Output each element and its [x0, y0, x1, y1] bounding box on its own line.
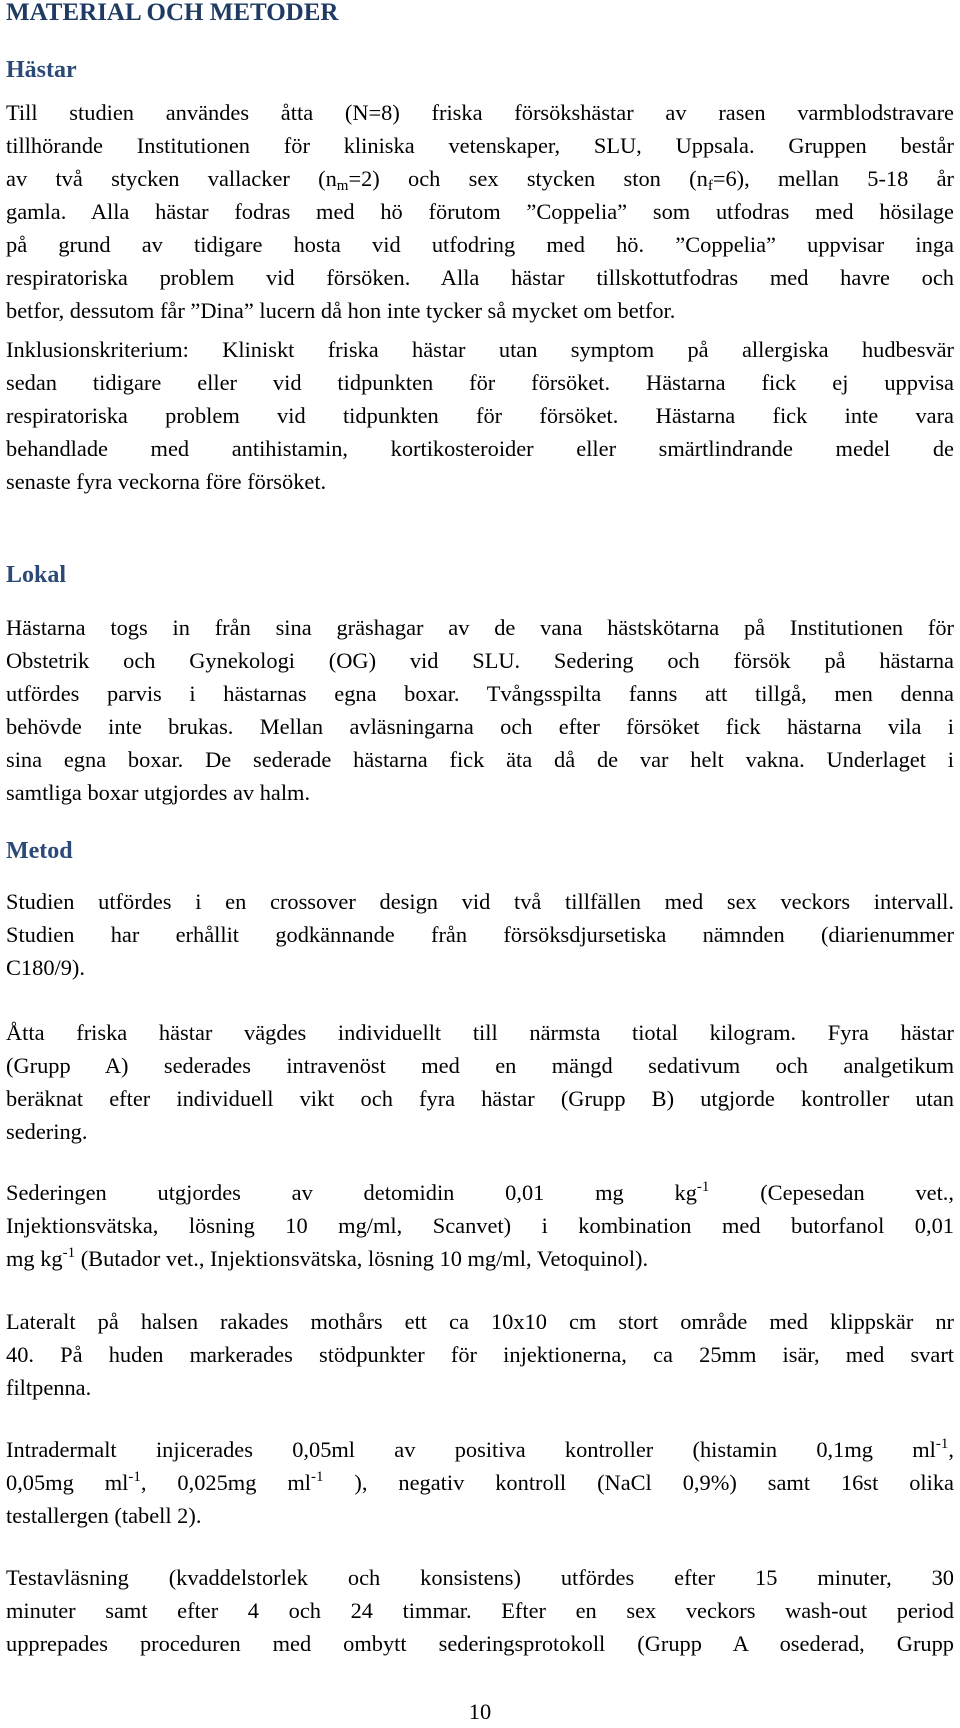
text-line: gamla. Alla hästar fodras med hö förutom ”Coppelia” som utfodras med hösilage: [6, 199, 954, 224]
text-line: upprepades proceduren med ombytt sederingsprotokoll (Grupp A osederad, Grupp: [6, 1631, 954, 1656]
paragraph-metod-1: [6, 885, 954, 984]
text-line: Åtta friska hästar vägdes individuellt till närmsta tiotal kilogram. Fyra hästar: [6, 1020, 954, 1045]
section-heading-lokal: Lokal: [6, 562, 67, 588]
text-line: Sederingen utgjordes av detomidin 0,01 mg $kg^{-1}$ (Cepesedan vet.,: [6, 1179, 954, 1205]
text-line: respiratoriska problem vid tidpunkten för försöket. Hästarna fick inte vara: [6, 403, 954, 428]
text-line: Till studien användes åtta (N=8) friska försökshästar av rasen varmblodstravare: [6, 100, 954, 125]
text-line: Intradermalt injicerades 0,05ml av positiva kontroller (histamin 0,1mg $ml^{-1}$,: [6, 1436, 954, 1462]
paragraph-metod-6: [6, 1561, 954, 1660]
page-title: MATERIAL OCH METODER: [6, 0, 339, 26]
text-line: senaste fyra veckorna före försöket.: [6, 469, 327, 494]
text-line: beräknat efter individuell vikt och fyra hästar (Grupp B) utgjorde kontroller utan: [6, 1086, 954, 1111]
text-line: Inklusionskriterium: Kliniskt friska hästar utan symptom på allergiska hudbesvär: [6, 337, 954, 362]
text-line: 0,05mg $ml^{-1}$, 0,025mg $ml^{-1}$ ), negativ kontroll (NaCl 0,9%) samt 16st olika: [6, 1469, 955, 1495]
text-line: sedan tidigare eller vid tidpunkten för försöket. Hästarna fick ej uppvisa: [6, 370, 954, 395]
text-line: Lateralt på halsen rakades mothårs ett ca 10x10 cm stort område med klippskär nr: [6, 1309, 954, 1334]
paragraph-hastar-2: [6, 333, 954, 498]
page-number: 10: [468, 1699, 492, 1724]
paragraph-metod-5: [6, 1433, 954, 1532]
paragraph-metod-2: [6, 1016, 954, 1148]
text-line: testallergen (tabell 2).: [6, 1503, 202, 1528]
text-line: samtliga boxar utgjordes av halm.: [6, 780, 311, 805]
text-line: sedering.: [6, 1119, 88, 1144]
paragraph-lokal: [6, 611, 954, 809]
text-line: sina egna boxar. De sederade hästarna fick äta då de var helt vakna. Underlaget i: [6, 747, 954, 772]
section-heading-metod: Metod: [6, 838, 73, 864]
text-line: på grund av tidigare hosta vid utfodring med hö. ”Coppelia” uppvisar inga: [6, 232, 954, 257]
text-line: behandlade med antihistamin, kortikosteroider eller smärtlindrande medel de: [6, 436, 954, 461]
text-line: Obstetrik och Gynekologi (OG) vid SLU. Sedering och försök på hästarna: [6, 648, 954, 673]
section-heading-hastar: Hästar: [6, 57, 77, 83]
paragraph-metod-4: [6, 1305, 954, 1404]
text-line: betfor, dessutom får ”Dina” lucern då hon inte tycker så mycket om betfor.: [6, 298, 676, 323]
text-line: mg $kg^{-1}$ (Butador vet., Injektionsvätska, lösning 10 mg/ml, Vetoquinol).: [6, 1245, 649, 1271]
text-line: respiratoriska problem vid försöken. Alla hästar tillskottutfodras med havre och: [6, 265, 954, 290]
text-line: Injektionsvätska, lösning 10 mg/ml, Scanvet) i kombination med butorfanol 0,01: [6, 1213, 954, 1238]
text-line: Studien har erhållit godkännande från försöksdjursetiska nämnden (diarienummer: [6, 922, 954, 947]
text-line: filtpenna.: [6, 1375, 92, 1400]
paragraph-metod-3: [6, 1176, 954, 1275]
text-line: utfördes parvis i hästarnas egna boxar. Tvångsspilta fanns att tillgå, men denna: [6, 681, 954, 706]
text-line: behövde inte brukas. Mellan avläsningarna och efter försöket fick hästarna vila i: [6, 714, 954, 739]
text-line: Testavläsning (kvaddelstorlek och konsistens) utfördes efter 15 minuter, 30: [6, 1565, 954, 1590]
text-line: av två stycken vallacker $(n_m=2)$ och sex stycken ston $(n_f=6)$, mellan 5-18 år: [6, 166, 954, 194]
text-line: C180/9).: [6, 955, 85, 980]
text-line: tillhörande Institutionen för kliniska vetenskaper, SLU, Uppsala. Gruppen består: [6, 133, 954, 158]
text-line: (Grupp A) sederades intravenöst med en mängd sedativum och analgetikum: [6, 1053, 954, 1078]
text-line: Studien utfördes i en crossover design vid två tillfällen med sex veckors intervall.: [6, 889, 954, 914]
text-line: 40. På huden markerades stödpunkter för injektionerna, ca 25mm isär, med svart: [6, 1342, 954, 1367]
paragraph-hastar-1: [6, 96, 954, 327]
text-line: minuter samt efter 4 och 24 timmar. Efter en sex veckors wash-out period: [6, 1598, 954, 1623]
text-line: Hästarna togs in från sina gräshagar av de vana hästskötarna på Institutionen för: [6, 615, 954, 640]
